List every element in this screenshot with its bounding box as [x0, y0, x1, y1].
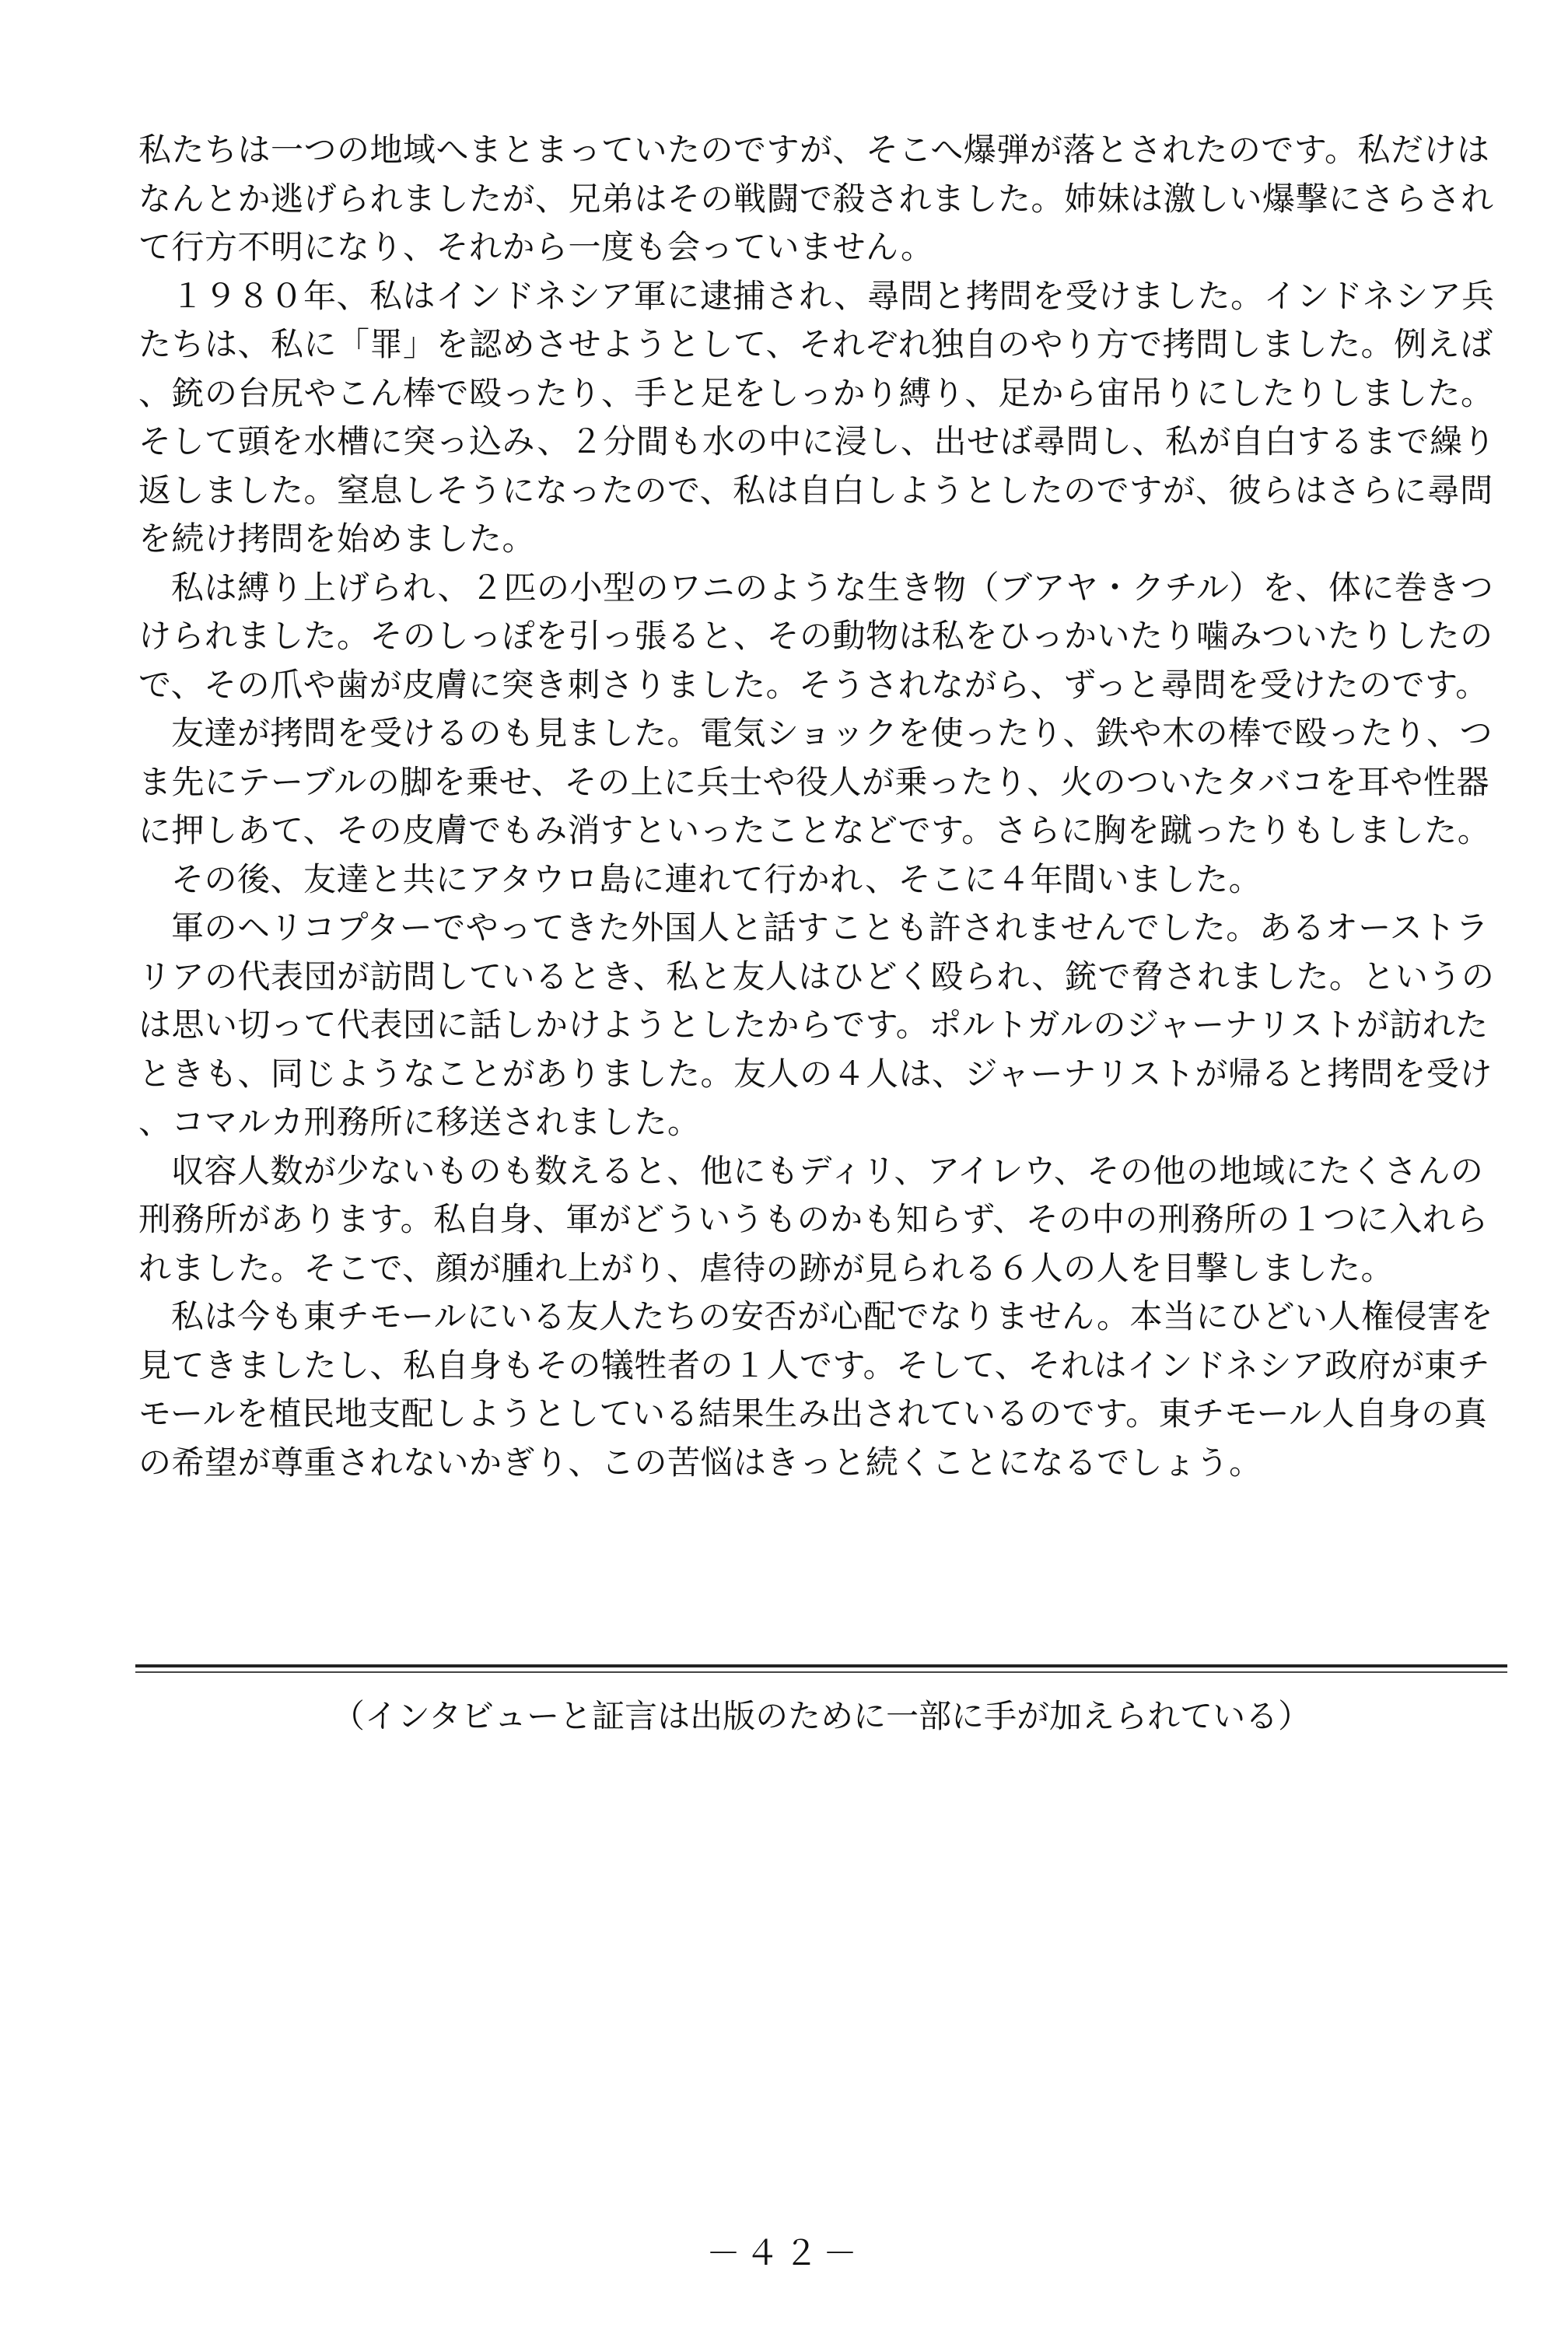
paragraph-3: 私は縛り上げられ、２匹の小型のワニのような生き物（ブアヤ・クチル）を、体に巻きつけられました。そのしっぽを引っ張ると、その動物は私をひっかいたり噛みついたりしたので、その爪や歯が皮膚に突き刺さりました。そうされながら、ずっと尋問を受けたのです。 — [138, 568, 1494, 704]
page-number: －４２－ — [706, 2234, 862, 2273]
body-text — [138, 126, 1507, 1487]
separator-rule-thin — [135, 1671, 1507, 1673]
paragraph-8: 私は今も東チモールにいる友人たちの安否が心配でなりません。本当にひどい人権侵害を見てきましたし、私自身もその犠牲者の１人です。そして、それはインドネシア政府が東チモールを植民地支配しようとしている結果生み出されているのです。東チモール人自身の真の希望が尊重されないかぎり、この苦悩はきっと続くことになるでしょう。 — [138, 1297, 1494, 1482]
editorial-note: （インタビューと証言は出版のために一部に手が加えられている） — [331, 1697, 1311, 1735]
paragraph-4: 友達が拷問を受けるのも見ました。電気ショックを使ったり、鉄や木の棒で殴ったり、つま先にテーブルの脚を乗せ、その上に兵士や役人が乗ったり、火のついたタバコを耳や性器に押しあて、その皮膚でもみ消すといったことなどです。さらに胸を蹴ったりもしました。 — [138, 714, 1493, 849]
separator-rule — [135, 1664, 1507, 1667]
paragraph-2: １９８０年、私はインドネシア軍に逮捕され、尋問と拷問を受けました。インドネシア兵たちは、私に「罪」を認めさせようとして、それぞれ独自のやり方で拷問しました。例えば、銃の台尻やこん棒で殴ったり、手と足をしっかり縛り、足から宙吊りにしたりしました。そして頭を水槽に突っ込み、２分間も水の中に浸し、出せば尋問し、私が自白するまで繰り返しました。窒息しそうになったので、私は自白しようとしたのですが、彼らはさらに尋問を続け拷問を始めました。 — [138, 276, 1496, 558]
paragraph-5: その後、友達と共にアタウロ島に連れて行かれ、そこに４年間いました。 — [171, 859, 1262, 898]
paragraph-7: 収容人数が少ないものも数えると、他にもディリ、アイレウ、その他の地域にたくさんの刑務所があります。私自身、軍がどういうものかも知らず、その中の刑務所の１つに入れられました。そこで、顔が腫れ上がり、虐待の跡が見られる６人の人を目撃しました。 — [138, 1151, 1489, 1287]
paragraph-1: 私たちは一つの地域へまとまっていたのですが、そこへ爆弾が落とされたのです。私だけはなんとか逃げられましたが、兄弟はその戦闘で殺されました。姉妹は激しい爆撃にさらされて行方不明になり、それから一度も会っていません。 — [138, 131, 1494, 266]
paragraph-6: 軍のヘリコプターでやってきた外国人と話すことも許されませんでした。あるオーストラリアの代表団が訪問しているとき、私と友人はひどく殴られ、銃で脅されました。というのは思い切って代表団に話しかけようとしたからです。ポルトガルのジャーナリストが訪れたときも、同じようなことがありました。友人の４人は、ジャーナリストが帰ると拷問を受け、コマルカ刑務所に移送されました。 — [138, 908, 1495, 1141]
